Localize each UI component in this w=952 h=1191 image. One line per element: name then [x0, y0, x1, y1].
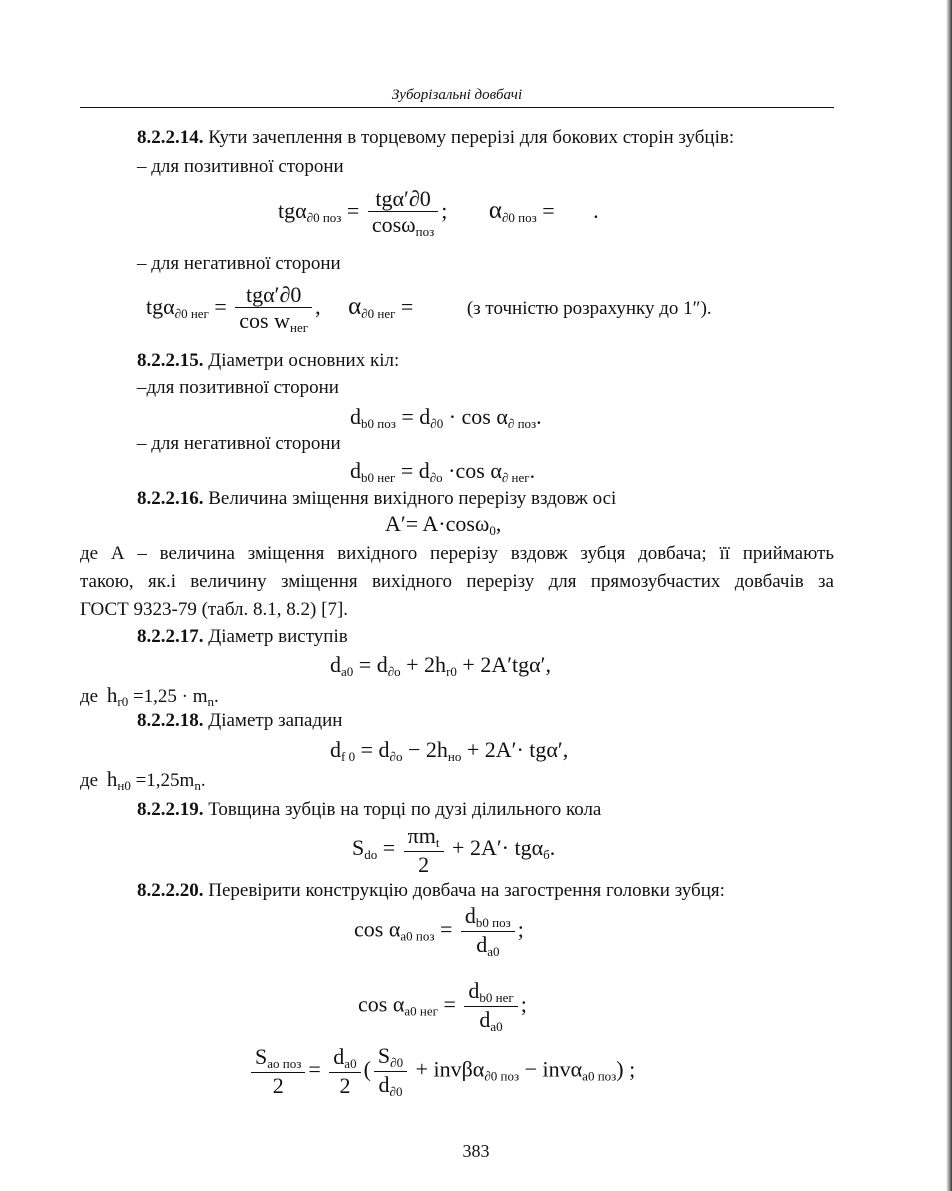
section-14-negative-label: – для негативної сторони [137, 253, 341, 274]
fraction: $\frac{\text{tgα′∂0}}{\cos\omega_{поз}}$ [368, 186, 438, 240]
fraction: $\frac{d_{b0 нег}}{d_{a0}}$ [464, 978, 517, 1035]
section-14-heading [137, 127, 734, 149]
section-title: Діаметр западин [203, 710, 343, 731]
section-title: Товщина зубців на торці по дузі ділильного кола [203, 799, 602, 820]
formula-tooth-thickness-tip: $\frac{S_{ao поз}}{2}$ = $\frac{d_{a0}}{2}$ ( $\frac{S_{\partial 0}}{d_{\partial 0}}$ + invβα$_{\partial 0 поз}$ − invα$_{a0 поз}$) ; [248, 1043, 635, 1100]
fraction: $\frac{d_{b0 поз}}{d_{a0}}$ [461, 903, 515, 960]
formula-tooth-thickness: $S_{do}$ = $\frac{\pi m_t}{2}$ + 2A′· tgα$_б$. [352, 823, 556, 877]
formula-offset: A′= A·cosω$_0$, [385, 511, 502, 538]
precision-note: (з точністю розрахунку до 1″). [466, 298, 712, 320]
page-number: 383 [462, 1141, 490, 1161]
section-15-positive-label: –для позитивної сторони [137, 377, 339, 398]
section-19-heading [137, 799, 601, 821]
where-clause-17: де $h_{r0} =1,25 \cdot m_n$. [80, 683, 219, 709]
section-title: Діаметри основних кіл: [203, 350, 400, 371]
paragraph-line: ГОСТ 9323-79 (табл. 8.1, 8.2) [7]. [80, 599, 349, 620]
formula-tip-angle-positive: $\cos \alpha_{a0 поз}$ = $\frac{d_{b0 поз}}{d_{a0}}$ ; [354, 903, 524, 959]
section-number: 8.2.2.18. [137, 710, 204, 731]
paragraph-line: такою, як.і величину зміщення вихідного перерізу для прямозубчастих довбачів за [80, 571, 834, 592]
section-title: Величина зміщення вихідного перерізу вздовж осі [203, 488, 617, 509]
section-title: Діаметр виступів [203, 626, 348, 647]
fraction: $\frac{S_{\partial 0}}{d_{\partial 0}}$ [374, 1043, 407, 1100]
section-number: 8.2.2.17. [137, 626, 204, 647]
formula-angle-negative: tgα$_{\partial 0 нег}$ = $\frac{\text{tgα′∂0}}{\cos w_{нег}}$ , $\alpha_{\partial 0 нег} = (з$ точністю розрахунку до 1″). [146, 282, 712, 336]
formula-tip-angle-negative: $\cos \alpha_{a0 нег}$ = $\frac{d_{b0 нег}}{d_{a0}}$ ; [358, 978, 527, 1034]
section-16-heading [137, 488, 616, 510]
section-number: 8.2.2.16. [137, 488, 204, 509]
page-edge-shadow [946, 0, 952, 1191]
formula-angle-positive: tgα$_{\partial 0 поз}$ = $\frac{\text{tgα′∂0}}{\cos\omega_{поз}}$ ; $\alpha_{\partial 0 поз}$ = . [278, 186, 599, 240]
section-number: 8.2.2.14. [137, 127, 204, 148]
where-clause-18: де $h_{н0} =1,25m_n$. [80, 767, 206, 793]
formula-tip-diameter: $d_{a0} = d_{\partial o} + 2h_{r0} + 2A'tg\alpha'$, [330, 652, 551, 679]
section-20-heading [137, 880, 725, 902]
paragraph-line: де А – величина зміщення вихідного перерізу вздовж зубця довбача; її приймають [80, 543, 834, 564]
header-rule [80, 107, 834, 108]
running-header: Зуборізальні довбачі [391, 87, 523, 103]
fraction: $\frac{S_{ao поз}}{2}$ [251, 1044, 305, 1098]
formula-base-diameter-negative: $d_{b0 нег} = d_{\partial o} \cdot\cos$ $\alpha_{\partial нег}$. [350, 458, 536, 485]
section-18-heading [137, 710, 342, 732]
section-number: 8.2.2.15. [137, 350, 204, 371]
fraction: $\frac{\text{tgα′∂0}}{\cos w_{нег}}$ [235, 282, 312, 336]
formula-base-diameter-positive: $d_{b0 поз} = d_{\partial 0} \cdot \cos \alpha_{\partial поз}$. [350, 404, 542, 431]
section-title: Перевірити конструкцію довбача на загострення головки зубця: [203, 880, 725, 901]
fraction: $\frac{d_{a0}}{2}$ [329, 1044, 360, 1098]
section-number: 8.2.2.19. [137, 799, 204, 820]
section-17-heading [137, 626, 348, 648]
section-15-negative-label: – для негативної сторони [137, 433, 341, 454]
section-15-heading [137, 350, 399, 372]
fraction: $\frac{\pi m_t}{2}$ [404, 823, 444, 877]
section-14-positive-label: – для позитивної сторони [137, 156, 344, 177]
section-title: Кути зачеплення в торцевому перерізі для бокових сторін зубців: [203, 127, 735, 148]
section-number: 8.2.2.20. [137, 880, 204, 901]
formula-root-diameter: $d_{f 0} = d_{\partial o} - 2h_{но} + 2A'\cdot tg\alpha'$, [330, 737, 569, 764]
